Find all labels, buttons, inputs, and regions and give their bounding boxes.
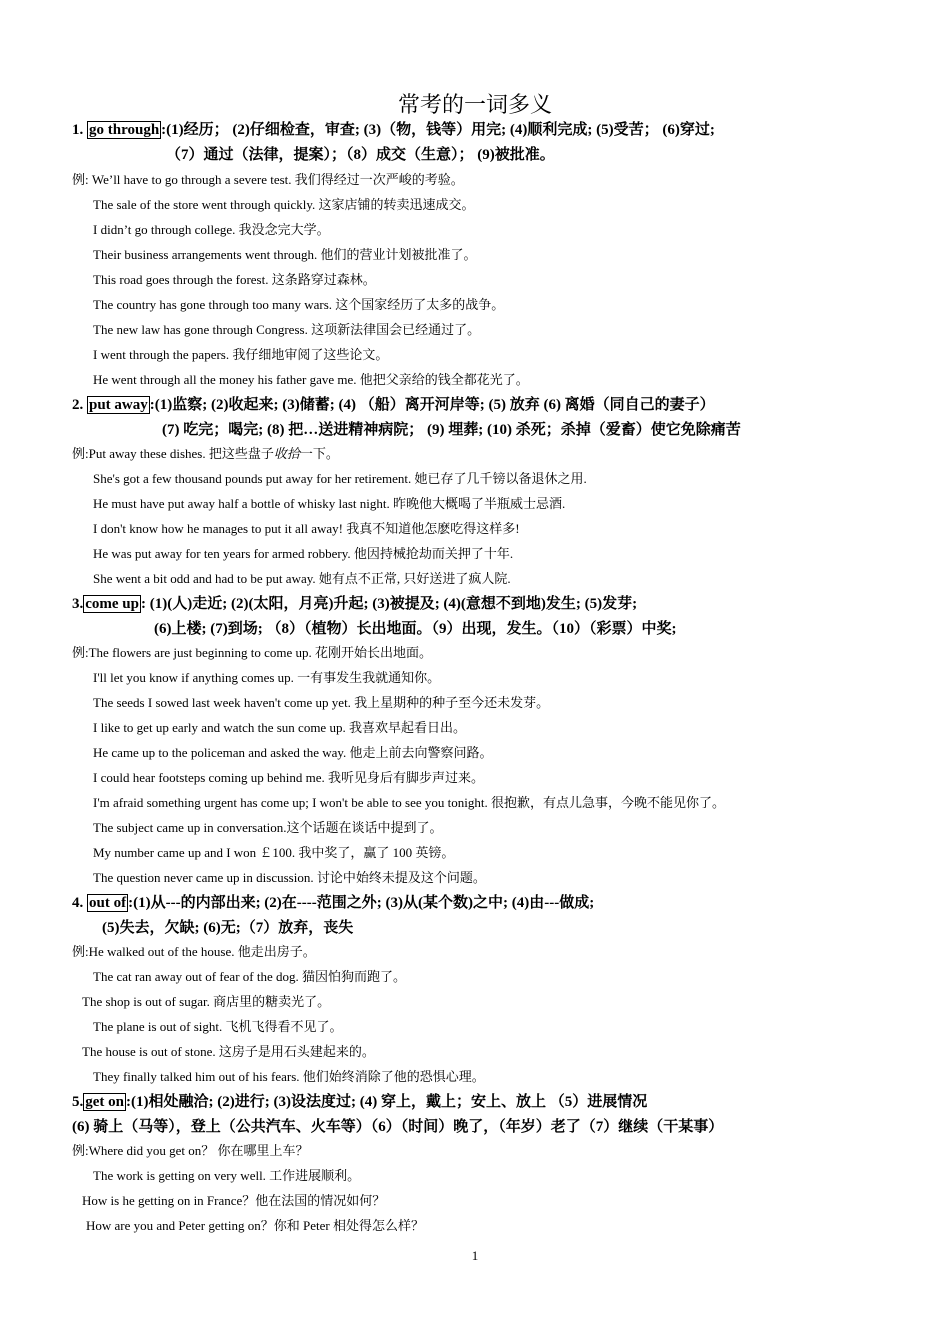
section-5-number: 5. <box>72 1094 84 1110</box>
example-line: She's got a few thousand pounds put away for her retirement. 她已存了几千镑以备退休之用. <box>93 471 587 486</box>
section-4-phrase: out of <box>89 895 127 911</box>
example-line: I'll let you know if anything comes up. 一有事发生我就通知你。 <box>93 670 441 685</box>
example-line: The shop is out of sugar. 商店里的糖卖光了。 <box>82 994 331 1009</box>
section-5-definitions-cont: (6) 骑上（马等），登上（公共汽车、火车等）（6）（时间）晚了，（年岁）老了（7）继续（干某事） <box>72 1119 724 1135</box>
section-4-definitions-cont: (5)失去，欠缺; (6)无;（7）放弃，丧失 <box>102 920 354 936</box>
example-line: The new law has gone through Congress. 这项新法律国会已经通过了。 <box>93 322 481 337</box>
example-line: How are you and Peter getting on？你和 Peter 相处得怎么样？ <box>86 1218 424 1233</box>
section-1-heading <box>72 118 715 142</box>
page-title: 常考的一词多义 <box>397 93 552 118</box>
section-5-heading <box>72 1090 647 1114</box>
example-line: He went through all the money his father gave me. 他把父亲给的钱全都花光了。 <box>93 372 529 387</box>
section-3-phrase: come up <box>85 596 139 612</box>
example-line: 例:The flowers are just beginning to come up. 花刚开始长出地面。 <box>72 645 432 660</box>
example-line: He must have put away half a bottle of whisky last night. 昨晚他大概喝了半瓶威士忌酒. <box>93 496 566 511</box>
section-3-definitions-cont: (6)上楼; (7)到场; （8）（植物）长出地面。（9）出现，发生。（10）（彩票）中奖; <box>154 621 677 637</box>
section-4-number: 4. <box>72 895 84 911</box>
example-line: The seeds I sowed last week haven't come up yet. 我上星期种的种子至今还未发芽。 <box>93 695 550 710</box>
example-line: The plane is out of sight. 飞机飞得看不见了。 <box>93 1019 343 1034</box>
example-line: The country has gone through too many wars. 这个国家经历了太多的战争。 <box>93 297 505 312</box>
example-line: 例:Where did you get on？ 你在哪里上车？ <box>72 1143 309 1158</box>
example-line: 例:He walked out of the house. 他走出房子。 <box>72 944 316 959</box>
page-number: 1 <box>471 1248 479 1263</box>
section-1-number: 1. <box>72 122 84 138</box>
section-5-phrase: get on <box>85 1094 124 1110</box>
section-4-definitions: :(1)从---的内部出来; (2)在----范围之外; (3)从(某个数)之中; (4)由---做成; <box>128 895 595 911</box>
section-3-heading <box>72 592 637 616</box>
section-3-number: 3. <box>72 596 84 612</box>
example-line: She went a bit odd and had to be put away. 她有点不正常, 只好送进了疯人院. <box>93 571 511 586</box>
example-line: The house is out of stone. 这房子是用石头建起来的。 <box>82 1044 375 1059</box>
example-line: This road goes through the forest. 这条路穿过森林。 <box>93 272 376 287</box>
section-4-heading <box>72 891 594 915</box>
example-line: 例: We’ll have to go through a severe test. 我们得经过一次严峻的考验。 <box>72 172 464 187</box>
section-2-number: 2. <box>72 397 84 413</box>
example-line: I don't know how he manages to put it all away! 我真不知道他怎麽吃得这样多! <box>93 521 520 536</box>
example-line: He came up to the policeman and asked the way. 他走上前去向警察问路。 <box>93 745 493 760</box>
example-line: They finally talked him out of his fears. 他们始终消除了他的恐惧心理。 <box>93 1069 485 1084</box>
example-line: I went through the papers. 我仔细地审阅了这些论文。 <box>93 347 389 362</box>
example-line: I could hear footsteps coming up behind me. 我听见身后有脚步声过来。 <box>93 770 485 785</box>
example-line: He was put away for ten years for armed robbery. 他因持械抢劫而关押了十年. <box>93 546 514 561</box>
section-2-definitions: :(1)监察; (2)收起来; (3)储蓄; (4) （船）离开河岸等; (5) 放弃 (6) 离婚（同自己的妻子） <box>149 397 715 413</box>
section-1-phrase: go through <box>89 122 160 138</box>
section-2-phrase: put away <box>89 397 148 413</box>
example-line: The sale of the store went through quickly. 这家店铺的转卖迅速成交。 <box>93 197 475 212</box>
example-line: How is he getting on in France？他在法国的情况如何？ <box>82 1193 386 1208</box>
section-1-definitions-cont: （7）通过（法律，提案）；（8）成交（生意）； (9)被批准。 <box>166 147 555 163</box>
example-line <box>72 444 339 464</box>
section-5-definitions: :(1)相处融洽; (2)进行; (3)设法度过; (4) 穿上，戴上；安上、放上 （5）进展情况 <box>126 1094 648 1110</box>
example-line: The question never came up in discussion. 讨论中始终未提及这个问题。 <box>93 870 486 885</box>
example-line: Their business arrangements went through. 他们的营业计划被批准了。 <box>93 247 477 262</box>
example-italic-word: 收拾 <box>273 446 300 461</box>
example-line: The cat ran away out of fear of the dog. 猫因怕狗而跑了。 <box>93 969 406 984</box>
example-text: 例:Put away these dishes. 把这些盘子 <box>72 446 274 461</box>
example-line: The work is getting on very well. 工作进展顺利。 <box>93 1168 361 1183</box>
example-line: I like to get up early and watch the sun come up. 我喜欢早起看日出。 <box>93 720 466 735</box>
example-line: I didn’t go through college. 我没念完大学。 <box>93 222 330 237</box>
example-line: The subject came up in conversation.这个话题在谈话中提到了。 <box>93 820 443 835</box>
example-line: I'm afraid something urgent has come up; I won't be able to see you tonight. 很抱歉，有点儿急事，今晚不能见你了。 <box>93 795 725 810</box>
section-1-definitions: :(1)经历； (2)仔细检查，审查; (3)（物，钱等）用完; (4)顺利完成; (5)受苦； (6)穿过; <box>161 122 715 138</box>
section-2-heading <box>72 393 715 417</box>
example-text: 一下。 <box>299 446 339 461</box>
section-2-definitions-cont: (7) 吃完；喝完; (8) 把…送进精神病院； (9) 埋葬; (10) 杀死；杀掉（爱畜）使它免除痛苦 <box>162 422 741 438</box>
section-3-definitions: : (1)(人)走近; (2)(太阳，月亮)升起; (3)被提及; (4)(意想不到地)发生; (5)发芽; <box>141 596 638 612</box>
example-line: My number came up and I won ￡100. 我中奖了，赢了 100 英镑。 <box>93 845 455 860</box>
